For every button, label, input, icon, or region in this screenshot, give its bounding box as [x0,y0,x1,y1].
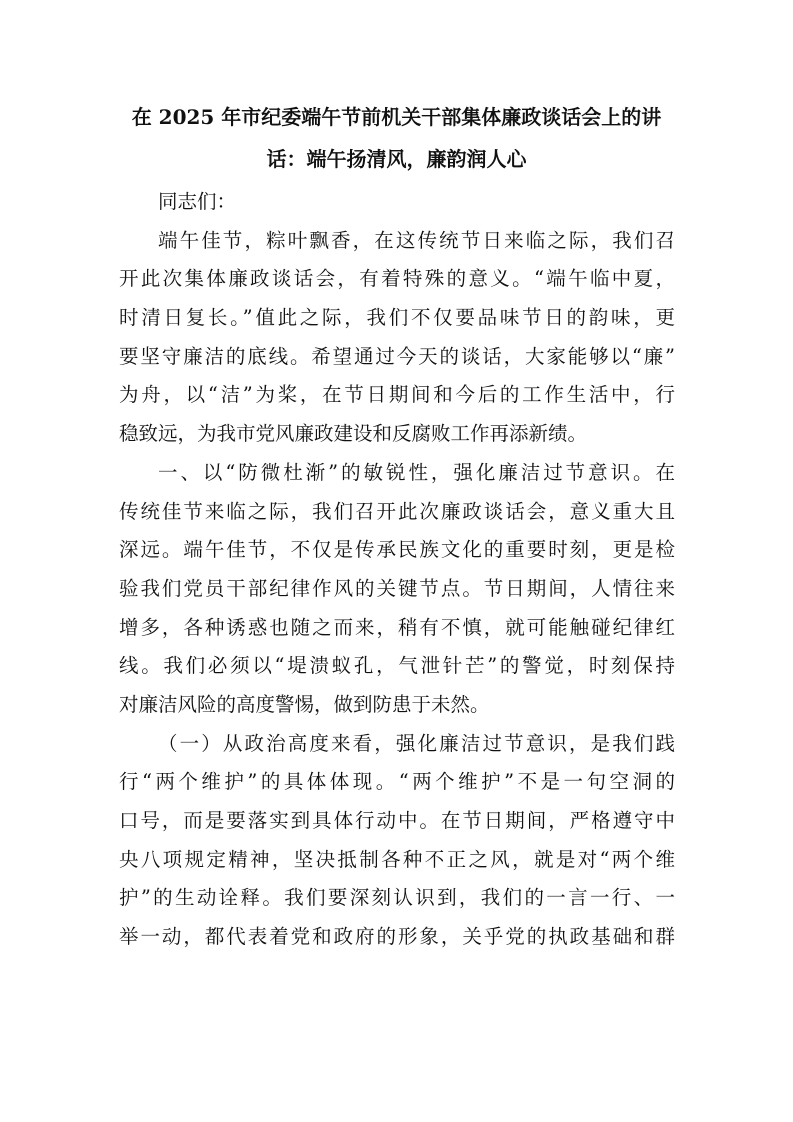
paragraph-line: （一）从政治高度来看，强化廉洁过节意识，是我们践 [158,731,675,755]
document-body [119,183,675,957]
paragraph-line: 对廉洁风险的高度警惕，做到防患于未然。 [119,692,490,716]
paragraph-line: 要坚守廉洁的底线。希望通过今天的谈话，大家能够以“廉” [119,344,675,368]
paragraph-line: 深远。端午佳节，不仅是传承民族文化的重要时刻，更是检 [119,538,675,562]
paragraph-line: 护”的生动诠释。我们要深刻认识到，我们的一言一行、一 [119,886,675,910]
paragraph-line: 举一动，都代表着党和政府的形象，关乎党的执政基础和群 [119,925,675,949]
paragraph-subsection-one [119,725,675,957]
paragraph-line: 稳致远，为我市党风廉政建设和反腐败工作再添新绩。 [119,422,588,446]
paragraph-line: 开此次集体廉政谈话会，有着特殊的意义。“端午临中夏， [119,267,675,291]
paragraph-line: 央八项规定精神，坚决抵制各种不正之风，就是对“两个维 [119,847,675,871]
paragraph-line: 端午佳节，粽叶飘香，在这传统节日来临之际，我们召 [158,228,675,252]
paragraph-line: 一、以“防微杜渐”的敏锐性，强化廉洁过节意识。在 [158,460,675,484]
title-line: 在 2025 年市纪委端午节前机关干部集体廉政谈话会上的讲 [131,105,662,129]
paragraph-line: 验我们党员干部纪律作风的关键节点。节日期间，人情往来 [119,576,675,600]
paragraph-line: 时清日复长。”值此之际，我们不仅要品味节日的韵味，更 [119,306,675,330]
paragraph-line: 传统佳节来临之际，我们召开此次廉政谈话会，意义重大且 [119,499,675,523]
paragraph-line: 为舟，以“洁”为桨，在节日期间和今后的工作生活中，行 [119,383,675,407]
paragraph-opening [119,222,675,454]
paragraph-line: 线。我们必须以“堤溃蚁孔，气泄针芒”的警觉，时刻保持 [119,654,675,678]
paragraph-section-one [119,454,675,725]
paragraph-line: 行“两个维护”的具体体现。“两个维护”不是一句空洞的 [119,770,675,794]
document-title [100,96,693,180]
paragraph-line: 增多，各种诱惑也随之而来，稍有不慎，就可能触碰纪律红 [119,615,675,639]
salutation [119,183,675,222]
salutation-text: 同志们： [158,190,237,213]
title-line: 话：端午扬清风，廉韵润人心 [266,147,527,171]
paragraph-line: 口号，而是要落实到具体行动中。在节日期间，严格遵守中 [119,809,675,832]
